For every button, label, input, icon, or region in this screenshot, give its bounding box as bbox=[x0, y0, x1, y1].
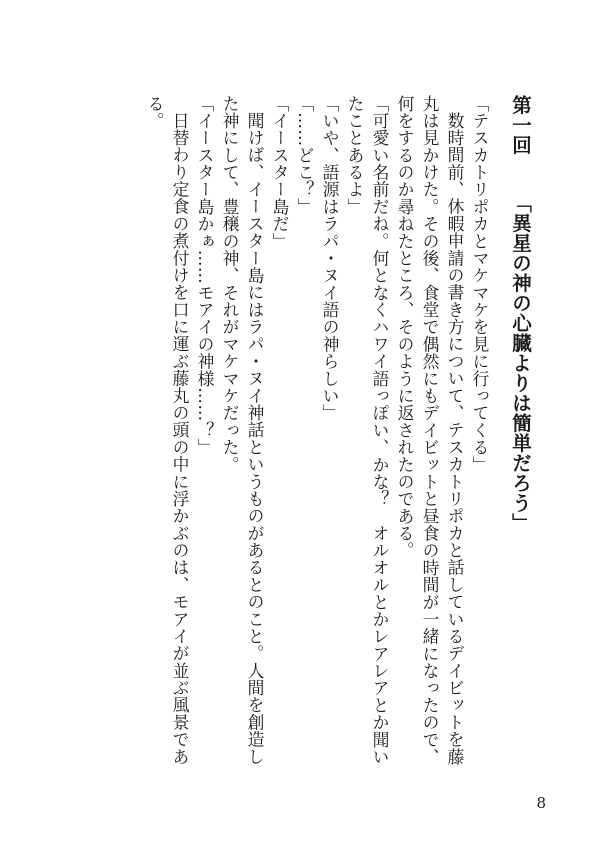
paragraph: 「イースター島だ」 bbox=[270, 95, 290, 250]
page-number: 8 bbox=[536, 794, 546, 812]
paragraph: 「いや、語源はラパ・ヌイ語の神らしい」 bbox=[320, 95, 340, 422]
body-text bbox=[142, 95, 492, 775]
chapter-heading: 「異星の神の心臓よりは簡単だろう」 bbox=[509, 193, 532, 533]
paragraph: 数時間前、休暇申請の書き方について、テスカトリポカと話しているデイビットを藤丸は見かけた。その後、食堂で偶然にもデイビットと昼食の時間が一緒になったので、何をするのか尋ねたところ、そのように返されたのである。 bbox=[395, 95, 465, 766]
chapter-title bbox=[500, 95, 540, 533]
paragraph: 聞けば、イースター島にはラパ・ヌイ神話というものがあるとのこと。人間を創造した神にして、豊穣の神、それがマケマケだった。 bbox=[220, 95, 265, 766]
paragraph: 「テスカトリポカとマケマケを見に行ってくる」 bbox=[470, 95, 490, 474]
paragraph: 日替わり定食の煮付けを口に運ぶ藤丸の頭の中に浮かぶのは、モアイが並ぶ風景である。 bbox=[145, 95, 190, 766]
paragraph: 「……どこ？」 bbox=[295, 95, 315, 216]
paragraph: 「イースター島かぁ……モアイの神様……？」 bbox=[195, 95, 215, 456]
paragraph: 「可愛い名前だね。何となくハワイ語っぽい、かな？ オルオルとかレアレアとか聞いたことあるよ」 bbox=[345, 95, 390, 766]
chapter-number: 第一回 bbox=[509, 95, 532, 155]
